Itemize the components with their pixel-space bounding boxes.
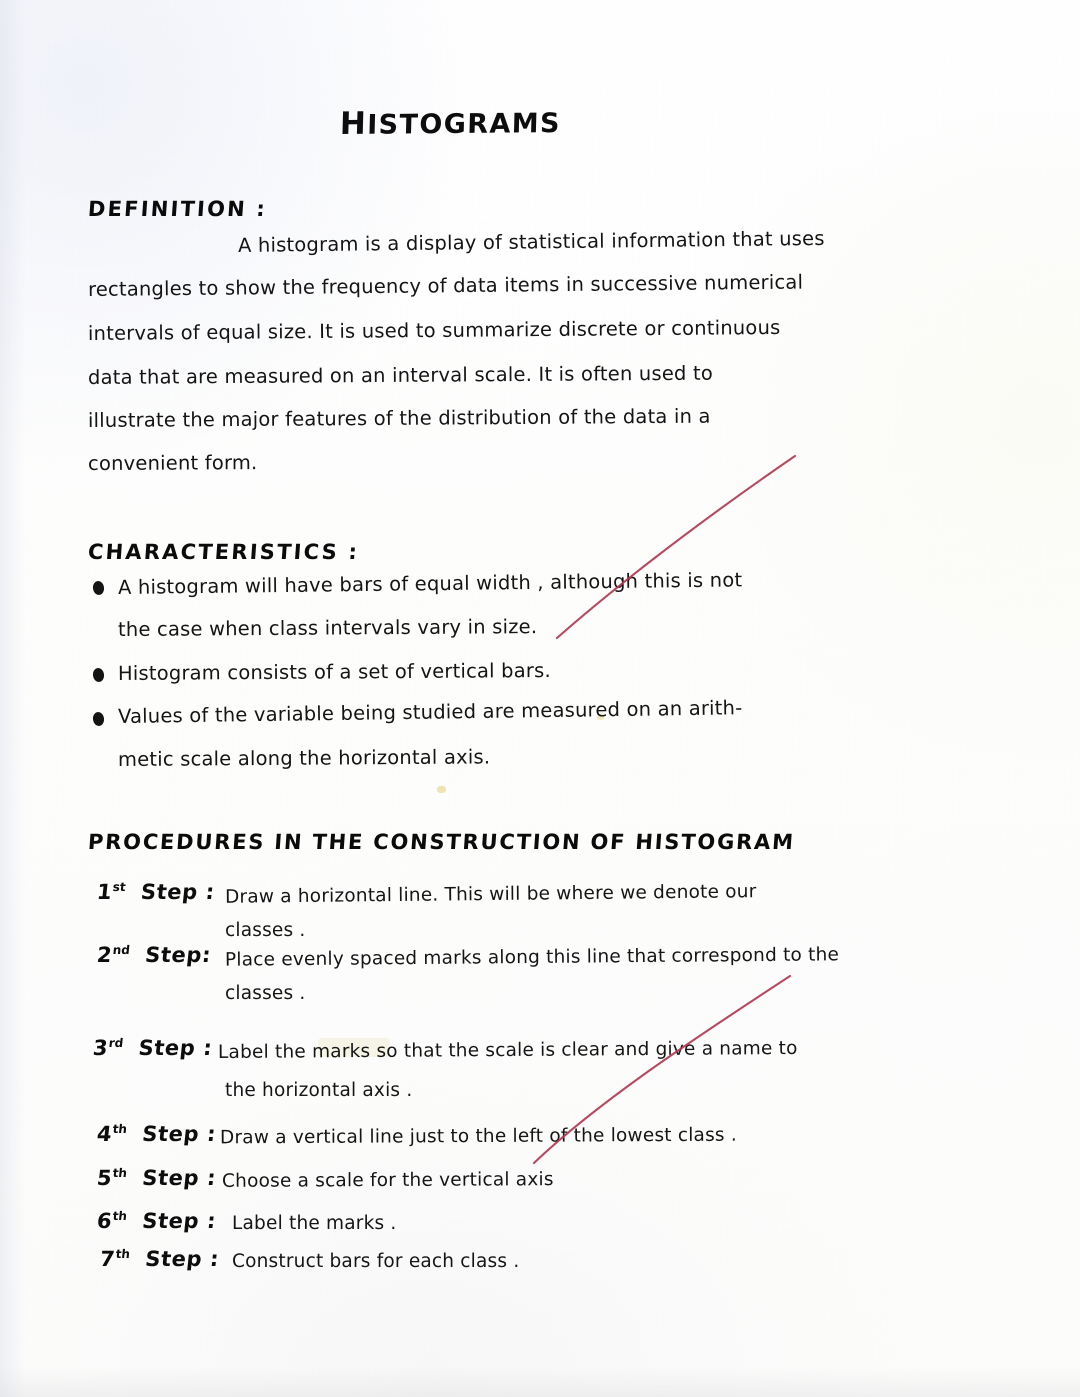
definition-line-2: rectangles to show the frequency of data items in successive numerical [87,270,804,301]
step-3-word: Step : [137,1036,214,1060]
step-7-line-1: Construct bars for each class . [232,1251,520,1272]
characteristic-3-line-1: Values of the variable being studied are measured on an arith- [117,696,743,728]
step-1-suffix: st [112,880,127,894]
step-7-word: Step : [144,1247,221,1271]
step-3-label [92,1036,214,1060]
step-1-word: Step : [139,880,217,904]
step-2-suffix: nd [112,943,131,957]
step-2-label [96,943,213,967]
step-5-line-1: Choose a scale for the vertical axis [221,1169,554,1192]
heading-definition: DEFINITION : [87,197,268,221]
bullet-marker [92,711,105,726]
step-5-word: Step : [141,1166,218,1190]
characteristic-2-line-1: Histogram consists of a set of vertical bars. [117,658,551,685]
step-3-line-2: the horizontal axis . [225,1080,413,1101]
step-2-line-1: Place evenly spaced marks along this line that correspond to the [224,944,840,971]
paper-smudge-yellow [437,786,446,793]
step-7-ordinal: 7 [98,1247,117,1271]
page-left-shadow [0,0,26,1397]
step-1-label [96,880,216,904]
step-4-ordinal: 4 [95,1122,114,1146]
step-1-line-2: classes . [225,920,306,941]
step-6-suffix: th [112,1209,128,1223]
bullet-marker [92,667,105,682]
step-4-line-1: Draw a vertical line just to the left of the lowest class . [219,1124,737,1149]
characteristic-3-line-2: metic scale along the horizontal axis. [117,745,491,771]
step-5-ordinal: 5 [95,1166,114,1190]
definition-line-6: convenient form. [87,451,258,475]
step-4-word: Step : [141,1122,218,1146]
step-2-word: Step: [144,943,213,967]
definition-line-1: A histogram is a display of statistical information that uses [237,226,825,257]
characteristic-1-line-1: A histogram will have bars of equal width , although this is not [117,568,743,599]
step-6-ordinal: 6 [95,1209,114,1233]
definition-line-4: data that are measured on an interval scale. It is often used to [87,361,714,389]
heading-procedures: PROCEDURES IN THE CONSTRUCTION OF HISTOGRAM [87,830,796,854]
step-6-word: Step : [141,1209,218,1233]
definition-line-5: illustrate the major features of the distribution of the data in a [87,404,711,432]
step-7-suffix: th [115,1247,131,1261]
definition-line-3: intervals of equal size. It is used to summarize discrete or continuous [87,315,781,345]
step-4-label [96,1122,218,1146]
step-5-suffix: th [112,1166,128,1180]
step-6-label [96,1209,218,1233]
step-3-ordinal: 3 [91,1036,110,1060]
step-5-label [96,1166,218,1190]
page-bottom-shadow [0,1367,1080,1397]
step-2-ordinal: 2 [95,943,114,967]
bullet-marker [92,580,105,595]
step-6-line-1: Label the marks . [232,1213,397,1234]
step-1-line-1: Draw a horizontal line. This will be where we denote our [224,881,757,908]
characteristic-1-line-2: the case when class intervals vary in size. [117,615,538,641]
step-3-suffix: rd [108,1036,124,1050]
step-1-ordinal: 1 [95,880,114,904]
step-7-label [99,1247,221,1271]
step-4-suffix: th [112,1122,128,1136]
page-title: histograms [339,93,562,145]
heading-characteristics: CHARACTERISTICS : [87,540,360,564]
red-stroke-upper [557,456,795,638]
step-3-line-1: Label the marks so that the scale is clear and give a name to [217,1037,798,1064]
step-2-line-2: classes . [225,983,306,1004]
